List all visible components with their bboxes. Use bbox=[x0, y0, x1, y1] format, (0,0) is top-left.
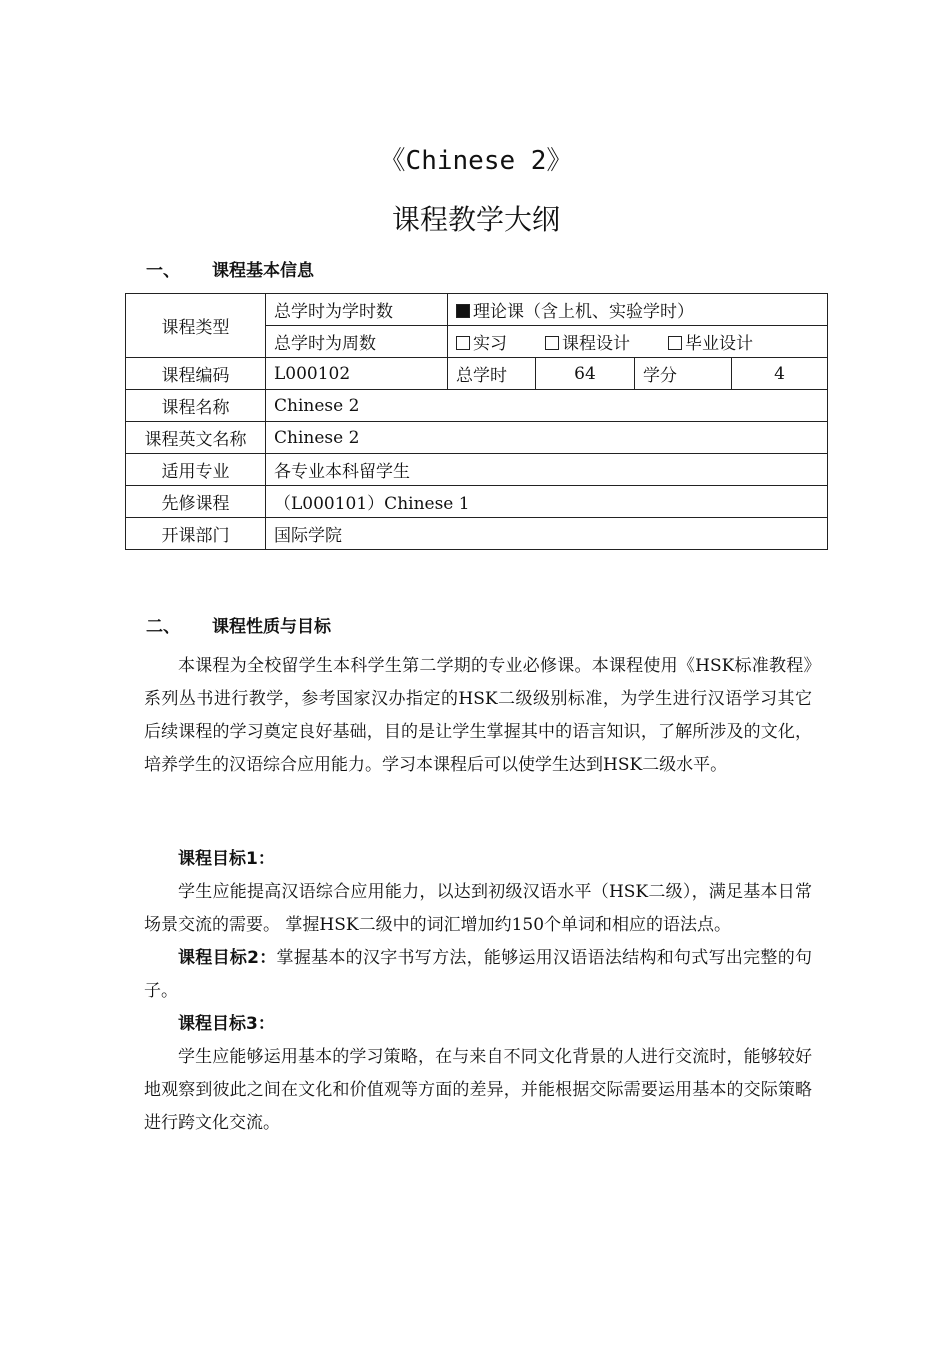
table-row bbox=[126, 390, 828, 422]
checked-checkbox-icon bbox=[456, 304, 470, 318]
course-name-value: Chinese 2 bbox=[266, 390, 828, 422]
major-label: 适用专业 bbox=[126, 454, 266, 486]
goal1-label: 课程目标1： bbox=[178, 849, 275, 869]
total-hours-label: 总学时 bbox=[448, 358, 536, 390]
course-name-label: 课程名称 bbox=[126, 390, 266, 422]
document-title-english: 《Chinese 2》 bbox=[379, 146, 573, 176]
course-english-name-value: Chinese 2 bbox=[266, 422, 828, 454]
section-heading-basic-info bbox=[146, 256, 314, 281]
section-number: 一、 bbox=[146, 261, 180, 281]
table-row bbox=[126, 486, 828, 518]
course-code-value: L000102 bbox=[266, 358, 448, 390]
goal1-heading bbox=[144, 843, 812, 876]
hours-by-hours-cell: 总学时为学时数 bbox=[266, 294, 448, 326]
section-title: 课程基本信息 bbox=[212, 261, 314, 281]
thesis-option-label: 毕业设计 bbox=[685, 334, 753, 354]
goal1-text: 学生应能提高汉语综合应用能力，以达到初级汉语水平（HSK二级），满足基本日常场景交流的需要。 掌握HSK二级中的词汇增加约150个单词和相应的语法点。 bbox=[144, 882, 812, 935]
goal2-text: 掌握基本的汉字书写方法，能够运用汉语语法结构和句式写出完整的句子。 bbox=[144, 948, 812, 1001]
section-heading-nature-goals bbox=[146, 612, 331, 637]
unchecked-checkbox-icon bbox=[668, 336, 682, 350]
credits-value: 4 bbox=[732, 358, 828, 390]
internship-option-label: 实习 bbox=[473, 334, 507, 354]
intro-paragraph-block bbox=[144, 650, 812, 782]
table-row bbox=[126, 518, 828, 550]
goal2-paragraph bbox=[144, 942, 812, 1008]
theory-option-cell bbox=[448, 294, 828, 326]
table-row bbox=[126, 294, 828, 326]
goal3-heading bbox=[144, 1008, 812, 1041]
course-code-label: 课程编码 bbox=[126, 358, 266, 390]
major-value: 各专业本科留学生 bbox=[266, 454, 828, 486]
course-type-label: 课程类型 bbox=[126, 294, 266, 358]
section-title: 课程性质与目标 bbox=[212, 617, 331, 637]
table-row bbox=[126, 422, 828, 454]
table-row bbox=[126, 358, 828, 390]
unchecked-checkbox-icon bbox=[456, 336, 470, 350]
course-info-table bbox=[125, 293, 828, 550]
prerequisite-value: （L000101）Chinese 1 bbox=[266, 486, 828, 518]
goals-block bbox=[144, 843, 812, 1140]
unchecked-checkbox-icon bbox=[545, 336, 559, 350]
department-value: 国际学院 bbox=[266, 518, 828, 550]
goal3-label: 课程目标3： bbox=[178, 1014, 275, 1034]
department-label: 开课部门 bbox=[126, 518, 266, 550]
total-hours-value: 64 bbox=[536, 358, 635, 390]
goal2-label: 课程目标2： bbox=[178, 948, 277, 968]
goal3-text: 学生应能够运用基本的学习策略，在与来自不同文化背景的人进行交流时，能够较好地观察到彼此之间在文化和价值观等方面的差异，并能根据交际需要运用基本的交际策略进行跨文化交流。 bbox=[144, 1047, 812, 1133]
credits-label: 学分 bbox=[635, 358, 732, 390]
other-options-cell bbox=[448, 326, 828, 358]
document-title-chinese: 课程教学大纲 bbox=[391, 203, 560, 236]
intro-paragraph: 本课程为全校留学生本科学生第二学期的专业必修课。本课程使用《HSK标准教程》系列丛书进行教学，参考国家汉办指定的HSK二级级别标准，为学生进行汉语学习其它后续课程的学习奠定良好基础，目的是让学生掌握其中的语言知识，了解所涉及的文化，培养学生的汉语综合应用能力。学习本课程后可以使学生达到HSK二级水平。 bbox=[144, 656, 812, 775]
table-row bbox=[126, 454, 828, 486]
course-english-name-label: 课程英文名称 bbox=[126, 422, 266, 454]
theory-option-label: 理论课（含上机、实验学时） bbox=[473, 302, 694, 322]
prerequisite-label: 先修课程 bbox=[126, 486, 266, 518]
section-number: 二、 bbox=[146, 617, 180, 637]
hours-by-weeks-cell: 总学时为周数 bbox=[266, 326, 448, 358]
design-option-label: 课程设计 bbox=[562, 334, 630, 354]
